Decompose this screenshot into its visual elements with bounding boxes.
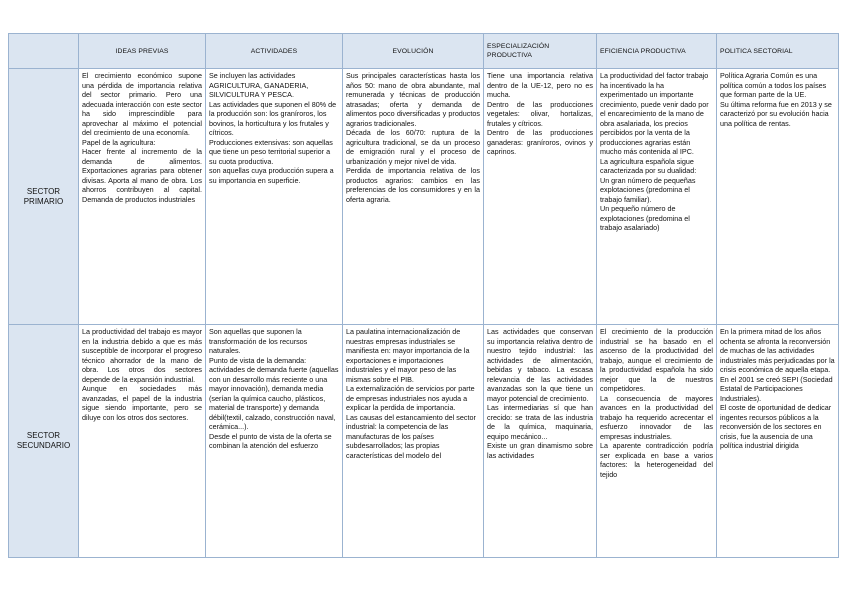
cell-actividades [206, 325, 343, 558]
cell-paragraph: son aquellas cuya producción supera a su importancia en superficie. [209, 166, 334, 185]
cell-paragraph: Existe un gran dinamismo sobre las actividades [487, 441, 593, 460]
cell-paragraph: En el 2001 se creó SEPI (Sociedad Estatal de Participaciones Industriales). [720, 374, 833, 403]
cell-paragraph: Son aquellas que suponen la transformación de los recursos naturales. [209, 327, 308, 355]
table-row-sector-secundario [9, 325, 839, 558]
cell-paragraph: El crecimiento económico supone una pérdida de importancia relativa del sector primario. Pero una adecuada interacción con este sector ha sido imprescindible para aprovechar al máximo el potencial del crecimiento de una economía. [82, 71, 202, 137]
header-ideas-previas: IDEAS PREVIAS [79, 34, 206, 69]
cell-paragraph: Papel de la agricultura: [82, 137, 156, 147]
row-label: SECTOR SECUNDARIO [9, 325, 79, 558]
cell-paragraph: Hacer frente al incremento de la demanda de alimentos. Exportaciones agrarias para obtener divisas. Aporta al mano de obra. Los ahorros contribuyen al capital. Demanda de productos industriales [82, 147, 202, 204]
cell-paragraph: Política Agraria Común es una política común a todos los países que forman parte de la UE. [720, 71, 827, 99]
cell-paragraph: La consecuencia de mayores avances en la productividad del trabajo ha requerido acrecentar el esfuerzo innovador de las empresas industriales. [600, 393, 713, 441]
cell-paragraph: Un gran número de pequeñas explotaciones (predomina el trabajo familiar). [600, 175, 696, 204]
cell-evolucion [343, 69, 484, 325]
cell-politica [717, 325, 839, 558]
cell-politica [717, 69, 839, 325]
cell-paragraph: Dentro de las producciones vegetales: olivar, hortalizas, frutales y cítricos. [487, 99, 593, 128]
cell-eficiencia [597, 69, 717, 325]
cell-paragraph: Producciones extensivas: son aquellas que tiene un peso territorial superior a su cuota productiva. [209, 137, 333, 166]
cell-paragraph: Las actividades que conservan su importancia relativa dentro de nuestro tejido industrial: las actividades de alimentación, bebidas y tabaco. La escasa relevancia de las actividades avanzadas son la que tiene un mayor potencial de crecimiento. [487, 327, 593, 403]
row-label: SECTOR PRIMARIO [9, 69, 79, 325]
cell-paragraph: La paulatina internacionalización de nuestras empresas industriales se manifiesta en: mayor importancia de la exportaciones e importaciones industriales y el mayor peso de las mismas sobre el PIB. [346, 327, 470, 384]
cell-especializacion [484, 325, 597, 558]
cell-actividades [206, 69, 343, 325]
cell-paragraph: Sus principales características hasta los años 50: mano de obra abundante, mal remunerada y técnicas de producción atrasadas; oferta y demanda de alimentos poco diversificadas y productos agrarios tradicionales. [346, 71, 480, 128]
cell-paragraph: Las intermediarias sí que han crecido: se trata de las industria de la química, maquinaria, equipo mecánico... [487, 403, 593, 441]
cell-paragraph: Punto de vista de la demanda: actividades de demanda fuerte (aquellas con un desarrollo más reciente o una mayor innovación), demanda media (serían la química caucho, plásticos, material de transporte) y demanda débil(textil, calzado, construcción naval, cerámica...). [209, 355, 339, 431]
cell-paragraph: Un pequeño número de explotaciones (predomina el trabajo asalariado) [600, 204, 690, 232]
header-row [9, 34, 839, 69]
header-politica: POLITICA SECTORIAL [717, 34, 839, 69]
cell-paragraph: Su última reforma fue en 2013 y se caracterizó por su evolución hacia una política de rentas. [720, 99, 832, 128]
cell-paragraph: La agricultura española sigue caracterizada por su dualidad: [600, 156, 697, 175]
cell-especializacion [484, 69, 597, 325]
cell-paragraph: Las causas del estancamiento del sector industrial: la competencia de las manufacturas de los países subdesarrollados; las propias características del modelo del [346, 412, 476, 460]
table-row-sector-primario [9, 69, 839, 325]
cell-paragraph: Dentro de las producciones ganaderas: graníroros, ovinos y caprinos. [487, 128, 593, 156]
cell-paragraph: La productividad del factor trabajo ha incentivado la ha experimentado un importante crecimiento, puede venir dado por el encarecimiento de la mano de obra asalariada, los precios percibidos por la venta de la producciones agrarias están mucho más contenida al IPC. [600, 71, 709, 156]
cell-paragraph: Aunque en sociedades más avanzadas, el papel de la industria sigue siendo importante, pero se diluye con los otros dos sectores. [82, 384, 202, 422]
comparison-table [8, 33, 839, 558]
cell-ideas-previas [79, 325, 206, 558]
cell-paragraph: El coste de oportunidad de dedicar ingentes recursos públicos a la reconversión de los sectores en crisis, fue la ausencia de una política industrial dirigida [720, 403, 832, 450]
cell-paragraph: En la primera mitad de los años ochenta se afronta la reconversión de muchas de las actividades industriales más perjudicadas por la crisis económica de aquella etapa. [720, 327, 835, 374]
header-eficiencia: EFICIENCIA PRODUCTIVA [597, 34, 717, 69]
header-evolucion: EVOLUCIÓN [343, 34, 484, 69]
cell-paragraph: Las actividades que suponen el 80% de la producción son: los graníroros, los bovinos, la horticultura y los frutales y cítricos. [209, 99, 337, 137]
cell-paragraph: La productividad del trabajo es mayor en la industria debido a que es más susceptible de incorporar el progreso técnico ahorrador de la mano de obra. Los otros dos sectores depende de la expansión industrial. [82, 327, 202, 384]
header-especializacion: ESPECIALIZACIÓN PRODUCTIVA [484, 34, 597, 69]
cell-paragraph: Desde el punto de vista de la oferta se combinan la atención del esfuerzo [209, 431, 332, 450]
cell-eficiencia [597, 325, 717, 558]
header-actividades: ACTIVIDADES [206, 34, 343, 69]
cell-paragraph: El crecimiento de la producción industrial se ha basado en el ascenso de la productividad del trabajo, aunque el crecimiento de la productividad española ha sido mejor que la de nuestros competidores. [600, 327, 713, 393]
cell-paragraph: Década de los 60/70: ruptura de la agricultura tradicional, se da un proceso de emigración rural y el proceso de urbanización y mejor nivel de vida. [346, 128, 480, 166]
cell-paragraph: La aparente contradicción podría ser explicada en base a varios factores: la heterogeneidad del tejido [600, 441, 713, 479]
cell-paragraph: Perdida de importancia relativa de los productos agrarios: cambios en las preferencias de los consumidores y en la oferta agraria. [346, 166, 480, 204]
cell-evolucion [343, 325, 484, 558]
cell-paragraph: Tiene una importancia relativa dentro de la UE-12, pero no es mucha. [487, 71, 593, 99]
cell-paragraph: La externalización de servicios por parte de empresas industriales nos ayuda a explicar la perdida de importancia. [346, 384, 475, 412]
cell-paragraph: Se incluyen las actividades AGRICULTURA, GANADERIA, SILVICULTURA Y PESCA. [209, 71, 309, 99]
cell-ideas-previas [79, 69, 206, 325]
header-corner [9, 34, 79, 69]
